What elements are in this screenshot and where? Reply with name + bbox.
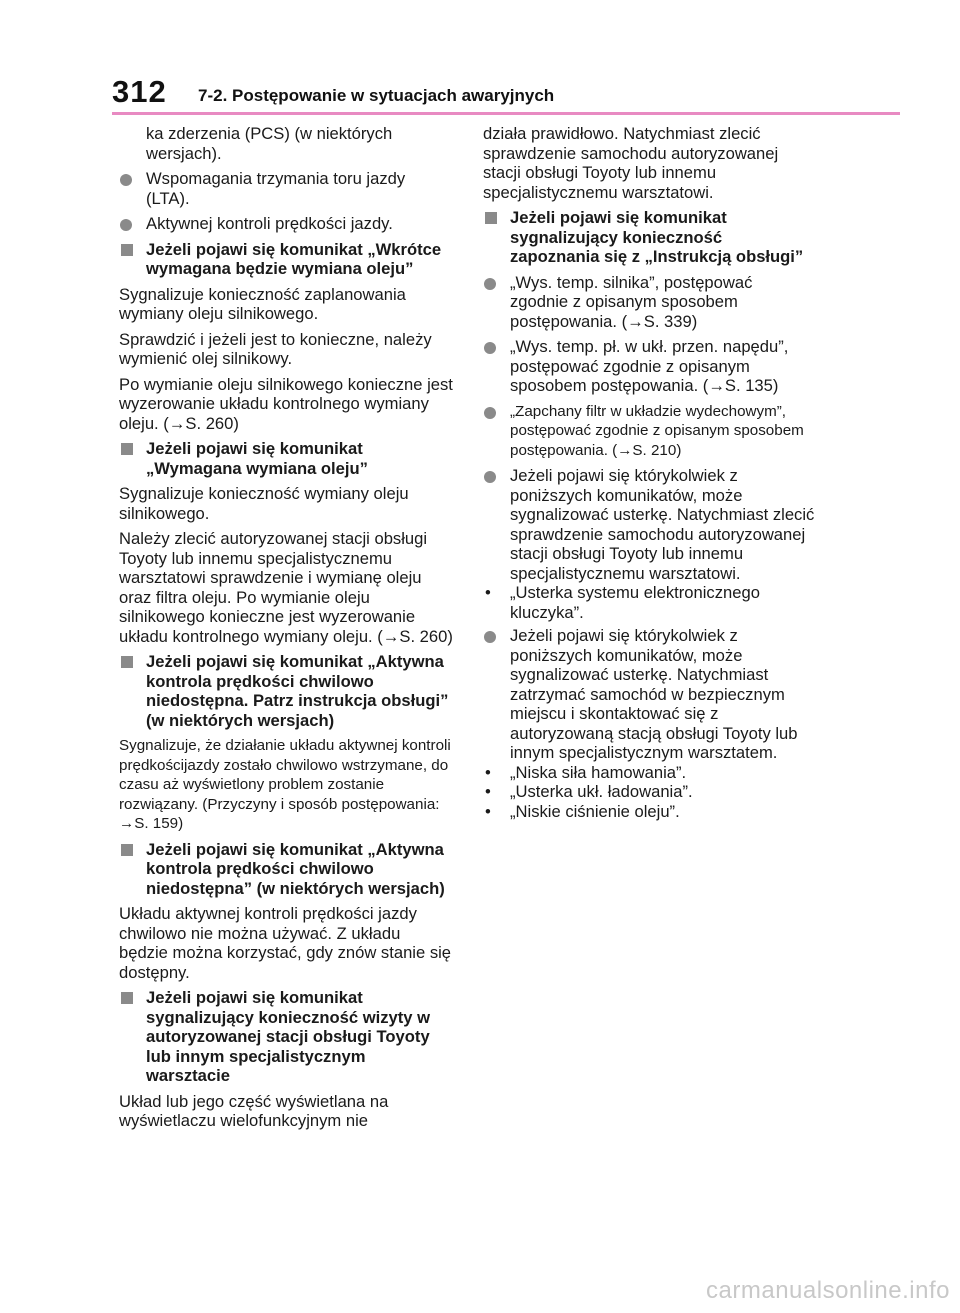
paragraph: Układu aktywnej kontroli prędkości jazdy chwilowo nie można używać. Z układu będzie można korzystać, gdy znów stanie się dostępny. (119, 904, 452, 982)
bullet-icon (120, 219, 132, 231)
subheading: Jeżeli pojawi się komunikat „Wkrótce wymagana będzie wymiana oleju” (119, 240, 453, 279)
right-column (483, 124, 815, 821)
subheading: Jeżeli pojawi się komunikat sygnalizujący konieczność zapoznania się z „Instrukcją obsługi” (483, 208, 815, 267)
dash-item: • „Usterka ukł. ładowania”. (485, 782, 693, 801)
paragraph: Sprawdzić i jeżeli jest to konieczne, należy wymienić olej silnikowy. (119, 329, 432, 368)
dash-marker: • (485, 801, 491, 821)
square-bullet-icon (121, 443, 133, 455)
bullet-icon (484, 342, 496, 354)
bullet-icon (120, 174, 132, 186)
list-item: Jeżeli pojawi się którykolwiek z poniższych komunikatów, może sygnalizować usterkę. Natychmiast zatrzymać samochód w bezpiecznym miejscu i skontaktować się z autoryzowaną stacją obsługi Toyoty lub innym specjalistycznym warsztatem. (483, 626, 815, 763)
subheading: Jeżeli pojawi się komunikat „Aktywna kontrola prędkości chwilowo niedostępna. Patrz instrukcja obsługi” (w niektórych wersjach) (119, 652, 453, 730)
list-item: Aktywnej kontroli prędkości jazdy. (119, 214, 453, 234)
dash-item: • „Niskie ciśnienie oleju”. (485, 801, 680, 821)
paragraph: Należy zlecić autoryzowanej stacji obsługi Toyoty lub innemu specjalistycznemu warsztatowi sprawdzenie i wymianę oleju oraz filtra oleju. Po wymianie oleju silnikowego konieczne jest wyzerowanie układu kontrolnego wymiany oleju. (→S. 260) (119, 529, 453, 646)
list-item: Wspomagania trzymania toru jazdy (LTA). (119, 169, 453, 208)
square-bullet-icon (121, 992, 133, 1004)
list-item: „Zapchany filtr w układzie wydechowym”, postępować zgodnie z opisanym sposobem postępowania. (→S. 210) (483, 402, 815, 461)
section-title: 7-2. Postępowanie w sytuacjach awaryjnych (198, 86, 555, 105)
bullet-icon (484, 471, 496, 483)
square-bullet-icon (121, 656, 133, 668)
paragraph: Po wymianie oleju silnikowego konieczne jest wyzerowanie układu kontrolnego wymiany oleju. (→S. 260) (119, 374, 453, 433)
paragraph: działa prawidłowo. Natychmiast zlecić sprawdzenie samochodu autoryzowanej stacji obsługi Toyoty lub innemu specjalistycznemu warsztatowi. (483, 124, 779, 202)
dash-item: • „Usterka systemu elektronicznego kluczyka”. (485, 583, 760, 622)
subheading: Jeżeli pojawi się komunikat „Wymagana wymiana oleju” (119, 439, 453, 478)
subheading: Jeżeli pojawi się komunikat „Aktywna kontrola prędkości chwilowo niedostępna” (w niektórych wersjach) (119, 840, 453, 899)
paragraph: Sygnalizuje konieczność zaplanowania wymiany oleju silnikowego. (119, 284, 406, 323)
paragraph: ka zderzenia (PCS) (w niektórych wersjach). (146, 124, 393, 163)
bullet-icon (484, 631, 496, 643)
page-header (0, 0, 960, 120)
subheading: Jeżeli pojawi się komunikat sygnalizujący konieczność wizyty w autoryzowanej stacji obsługi Toyoty lub innym specjalistycznym warsztacie (119, 988, 453, 1086)
square-bullet-icon (121, 244, 133, 256)
bullet-icon (484, 278, 496, 290)
list-item: „Wys. temp. silnika”, postępować zgodnie z opisanym sposobem postępowania. (→S. 339) (483, 273, 815, 332)
header-divider (112, 112, 900, 115)
dash-marker: • (485, 583, 491, 602)
dash-marker: • (485, 782, 491, 801)
paragraph: Układ lub jego część wyświetlana na wyświetlaczu wielofunkcyjnym nie (119, 1091, 389, 1130)
watermark: carmanualsonline.info (706, 1277, 950, 1304)
square-bullet-icon (485, 212, 497, 224)
paragraph: Sygnalizuje, że działanie układu aktywnej kontroli prędkościjazdy zostało chwilowo wstrzymane, do czasu aż wyświetlony problem zostanie rozwiązany. (Przyczyny i sposób postępowania: →S. 159) (119, 737, 451, 832)
list-item: „Wys. temp. pł. w ukł. przen. napędu”, postępować zgodnie z opisanym sposobem postępowania. (→S. 135) (483, 337, 815, 396)
bullet-icon (484, 407, 496, 419)
page-number: 312 (112, 74, 167, 109)
left-column (119, 124, 453, 1137)
square-bullet-icon (121, 844, 133, 856)
paragraph: Sygnalizuje konieczność wymiany oleju silnikowego. (119, 484, 409, 523)
dash-marker: • (485, 762, 491, 782)
list-item: Jeżeli pojawi się którykolwiek z poniższych komunikatów, może sygnalizować usterkę. Natychmiast zlecić sprawdzenie samochodu autoryzowanej stacji obsługi Toyoty lub innemu specjalistycznemu warsztatowi. (483, 466, 815, 583)
dash-item: • „Niska siła hamowania”. (485, 762, 687, 782)
